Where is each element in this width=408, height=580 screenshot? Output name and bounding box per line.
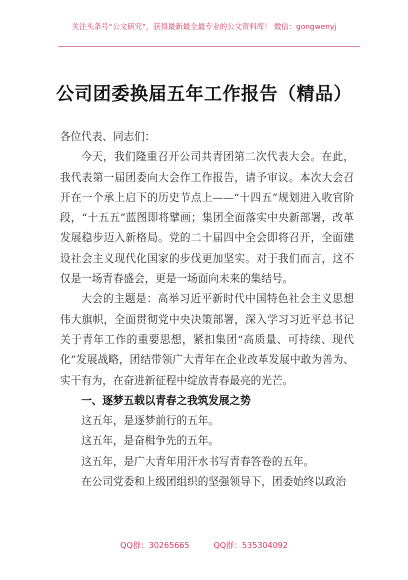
paragraph: 今天，我们隆重召开公司共青团第二次代表大会。在此，我代表第一届团委向大会作工作报告，请予审议。本次大会召开在一个承上启下的历史节点上——“十四五”规划进入收官阶段，“十五五”蓝图即将擘画；集团全面落实中央新部署，改革发展稳步迈入新格局。党的二十届四中全会即将召开，全面建设社会主义现代化国家的步伐更加坚实。对于我们而言，这不仅是一场青春盛会，更是一场面向未来的集结号。 (60, 151, 354, 286)
footer-qq-group-2: QQ群：535304092 (213, 541, 288, 550)
section-heading: 一、逐梦五载以青春之我筑发展之势 (81, 394, 251, 407)
paragraph-line: 这五年，是广大青年用汗水书写青春答卷的五年。 (81, 455, 315, 468)
header-divider (58, 46, 360, 47)
salutation: 各位代表、同志们： (60, 131, 156, 143)
document-body (60, 127, 354, 492)
footer-qq-group-1: QQ群：30265665 (120, 541, 190, 550)
paragraph-line: 这五年，是奋楫争先的五年。 (81, 435, 219, 448)
paragraph: 大会的主题是：高举习近平新时代中国特色社会主义思想伟大旗帜，全面贯彻党中央决策部署，深入学习习近平总书记关于青年工作的重要思想，紧扣集团“高质量、可持续、现代化”发展战略，团结带领广大青年在企业改革发展中敢为善为、实干有为，在奋进新征程中绽放青春最亮的光芒。 (60, 293, 354, 387)
paragraph-line: 在公司党委和上级团组织的坚强领导下，团委始终以政治 (81, 476, 347, 489)
header-promo-note: 关注头条号“公文研究”，获得最新最全最专业的公文资料库！ 微信：gongwenyj (71, 22, 337, 31)
paragraph-line: 这五年，是逐梦前行的五年。 (81, 415, 219, 428)
footer-contact (0, 540, 408, 551)
document-title: 公司团委换届五年工作报告（精品） (56, 84, 352, 105)
